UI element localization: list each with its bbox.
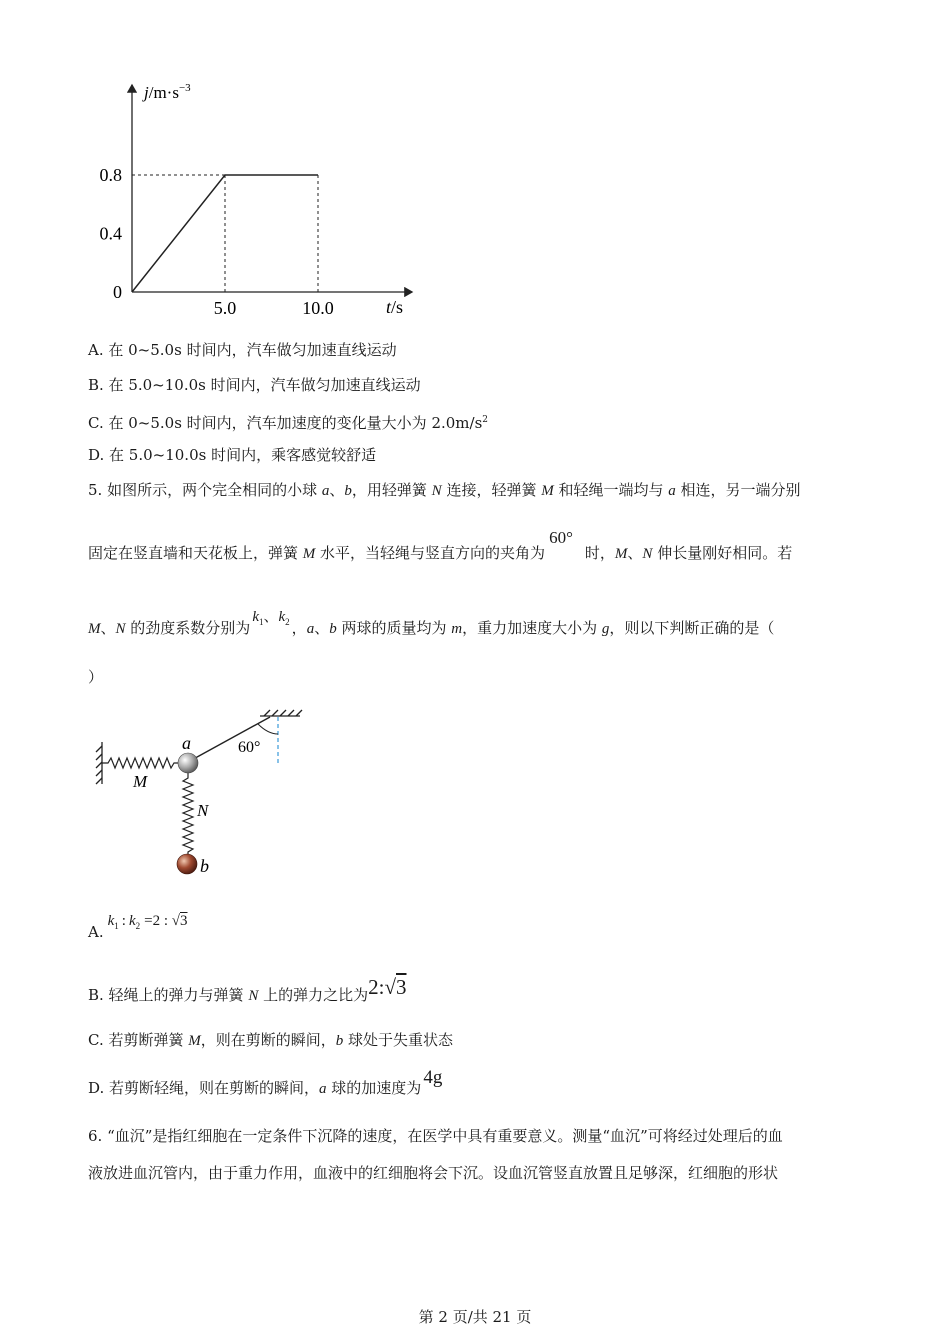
q5-option-a: $A.k_1$ : $k_2 =2$ : √3 [88, 913, 188, 941]
spring-n [183, 772, 193, 855]
page-footer: 第 2 页/共 21 页 [418, 1308, 532, 1326]
label-a: a [182, 733, 191, 753]
q5-stem-line4: ） [88, 668, 104, 686]
y-tick-label-1: 0.4 [99, 223, 122, 244]
y-tick-label-2: 0.8 [99, 165, 122, 185]
q4-option-b: B. 在 5.0~10.0s 时间内，汽车做匀加速直线运动 [88, 376, 421, 394]
x-tick-label-0: 5.0 [213, 298, 237, 318]
q4-option-a: A. 在 0~5.0s 时间内，汽车做匀加速直线运动 [88, 341, 397, 359]
x-axis-label: t/s [386, 297, 404, 317]
spring-ball-figure [88, 700, 318, 885]
label-n: N [197, 801, 209, 820]
wall-hatch [96, 742, 102, 784]
accel-4g: 4g [423, 1067, 443, 1088]
q5-option-b: B. 轻绳上的弹力与弹簧 N 上的弹力之比为2:√3 [88, 975, 407, 1004]
q5-stem-line3: M、N 的劲度系数分别为$k_1$、$k_2$ ，a、b 两球的质量均为 m，重力加速度大小为 g，则以下判断正确的是（ [88, 607, 775, 637]
angle-label: 60° [238, 739, 261, 756]
q5-option-c: C. 若剪断弹簧 M，则在剪断的瞬间，b 球处于失重状态 [88, 1031, 454, 1049]
q5-stem-line2: 固定在竖直墙和天花板上，弹簧 M 水平，当轻绳与竖直方向的夹角为60°时，M、N 伸长量刚好相同。若 [88, 528, 793, 562]
y-tick-label-0: 0 [113, 282, 122, 302]
q5-stem-line1: 5. 如图所示，两个完全相同的小球 a、b，用轻弹簧 N 连接，轻弹簧 M 和轻绳一端均与 a 相连，另一端分别 [88, 481, 801, 499]
ceiling-hatch [260, 710, 302, 716]
q4-option-d: D. 在 5.0~10.0s 时间内，乘客感觉较舒适 [88, 446, 377, 464]
ratio-k1-k2: $k_1$ : $k_2 =2$ : √3 [107, 913, 188, 931]
ball-a [178, 753, 198, 773]
q6-stem-line1: 6. “血沉”是指红细胞在一定条件下沉降的速度，在医学中具有重要意义。测量“血沉”可将经过处理后的血 [88, 1127, 783, 1145]
q6-stem-line2: 液放进血沉管内，由于重力作用，血液中的红细胞将会下沉。设血沉管竖直放置且足够深，红细胞的形状 [88, 1164, 779, 1182]
ratio-2-sqrt3: 2:√3 [368, 975, 407, 999]
y-axis-label: $j/m\cdot s^{-3}$ [144, 82, 191, 102]
ball-b [177, 854, 197, 874]
jerk-time-chart [80, 75, 420, 325]
spring-m [102, 758, 180, 768]
q5-option-d: D. 若剪断轻绳，则在剪断的瞬间，a 球的加速度为 4g [88, 1067, 443, 1097]
label-b: b [200, 856, 209, 876]
angle-arc [258, 724, 278, 734]
x-tick-label-1: 10.0 [302, 298, 334, 318]
q4-option-c: C. 在 0~5.0s 时间内，汽车加速度的变化量大小为 $2.0m/s^2$ [88, 414, 489, 432]
k1-k2-symbols: $k_1$、$k_2$ [252, 607, 290, 627]
label-m: M [133, 772, 148, 791]
angle-60: 60° [549, 528, 573, 547]
jerk-series-line [132, 175, 318, 292]
